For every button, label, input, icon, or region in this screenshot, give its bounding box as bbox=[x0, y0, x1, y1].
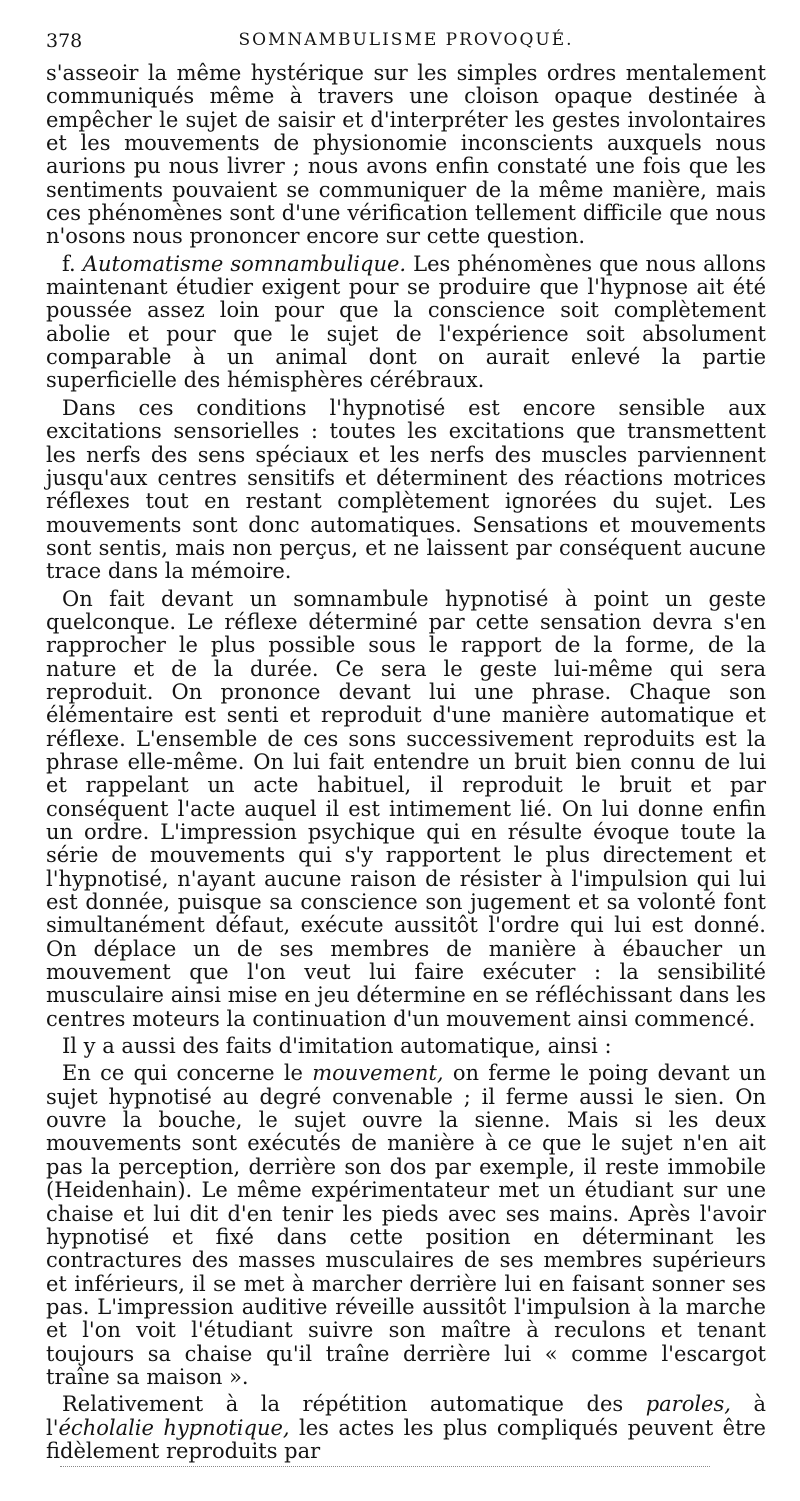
paragraph-continuation: s'asseoir la même hystérique sur les simples ordres mentalement communiqués même à travers une cloison opaque destinée à empêcher le sujet de saisir et d'interpréter les gestes involontaires et les mouvements de physionomie inconscients auxquels nous aurions pu nous livrer ; nous avons enfin constaté une fois que les sentiments pouvaient se communiquer de la même manière, mais ces phénomènes sont d'une vérification tellement difficile que nous n'osons nous prononcer encore sur cette question. bbox=[46, 61, 766, 249]
page-body bbox=[46, 62, 766, 1467]
paragraph-paroles bbox=[46, 1393, 766, 1463]
running-title: SOMNAMBULISME PROVOQUÉ. bbox=[238, 30, 574, 50]
paragraph-automatisme bbox=[46, 253, 766, 393]
emphasis-term: paroles, bbox=[645, 1392, 731, 1417]
paragraph-text: En ce qui concerne le bbox=[62, 1061, 303, 1086]
section-label: f. bbox=[62, 251, 76, 276]
paragraph-imitation-intro: Il y a aussi des faits d'imitation automatique, ainsi : bbox=[62, 1034, 612, 1059]
section-title: Automatisme somnambulique. bbox=[82, 251, 407, 276]
paragraph-text: à l' bbox=[46, 1392, 766, 1440]
paragraph-text: les actes les plus compliqués peuvent être fidèlement reproduits par bbox=[46, 1415, 766, 1463]
footer-rule bbox=[60, 1466, 710, 1467]
paragraph-geste: On fait devant un somnambule hypnotisé à point un geste quelconque. Le réflexe déterminé par cette sensation devra s'en rapprocher le plus possible sous le rapport de la forme, de la nature et de la durée. Ce sera le geste lui-même qui sera reproduit. On prononce devant lui une phrase. Chaque son élémentaire est senti et reproduit d'une manière automatique et réflexe. L'ensemble de ces sons successivement reproduits est la phrase elle-même. On lui fait entendre un bruit bien connu de lui et rappelant un acte habituel, il reproduit le bruit et par conséquent l'acte auquel il est intimement lié. On lui donne enfin un ordre. L'impression psychique qui en résulte évoque toute la série de mouvements qui s'y rapportent le plus directement et l'hypnotisé, n'ayant aucune raison de résister à l'impulsion qui lui est donnée, puisque sa conscience son jugement et sa volonté font simultanément défaut, exécute aussitôt l'ordre qui lui est donné. On déplace un de ses membres de manière à ébaucher un mouvement que l'on veut lui faire exécuter : la sensibilité musculaire ainsi mise en jeu détermine en se réfléchissant dans les centres moteurs la continuation d'un mouvement ainsi commencé. bbox=[46, 586, 766, 1031]
paragraph-text: Relativement à la répétition automatique des bbox=[62, 1392, 624, 1417]
emphasis-term: écholalie hypnotique, bbox=[58, 1415, 290, 1440]
emphasis-term: mouvement, bbox=[312, 1061, 444, 1086]
paragraph-mouvement bbox=[46, 1062, 766, 1389]
paragraph-text: on ferme le poing devant un sujet hypnotisé au degré convenable ; il ferme aussi le sien. On ouvre la bouche, le sujet ouvre la sienne. Mais si les deux mouvements sont exécutés de manière à ce que le sujet n'en ait pas la perception, derrière son dos par exemple, il reste immobile (Heidenhain). Le même expérimentateur met un étudiant sur une chaise et lui dit d'en tenir les pieds avec ses mains. Après l'avoir hypnotisé et fixé dans cette position en déterminant les contractures des masses musculaires de ses membres supérieurs et inférieurs, il se met à marcher derrière lui en faisant sonner ses pas. L'impression auditive réveille aussitôt l'impulsion à la marche et l'on voit l'étudiant suivre son maître à reculons et tenant toujours sa chaise qu'il traîne derrière lui « comme l'escargot traîne sa maison ». bbox=[46, 1061, 766, 1389]
page-number: 378 bbox=[46, 30, 83, 52]
paragraph-text: Les phénomènes que nous allons maintenant étudier exigent pour se produire que l'hypnose ait été poussée assez loin pour que la conscience soit complètement abolie et pour que le sujet de l'expérience soit absolument comparable à un animal dont on aurait enlevé la partie superficielle des hémisphères cérébraux. bbox=[46, 251, 766, 393]
paragraph-conditions: Dans ces conditions l'hypnotisé est encore sensible aux excitations sensorielles : toutes les excitations que transmettent les nerfs des sens spéciaux et les nerfs des muscles parviennent jusqu'aux centres sensitifs et déterminent des réactions motrices réflexes tout en restant complètement ignorées du sujet. Les mouvements sont donc automatiques. Sensations et mouvements sont sentis, mais non perçus, et ne laissent par conséquent aucune trace dans la mémoire. bbox=[46, 395, 766, 584]
page-header bbox=[46, 30, 766, 54]
